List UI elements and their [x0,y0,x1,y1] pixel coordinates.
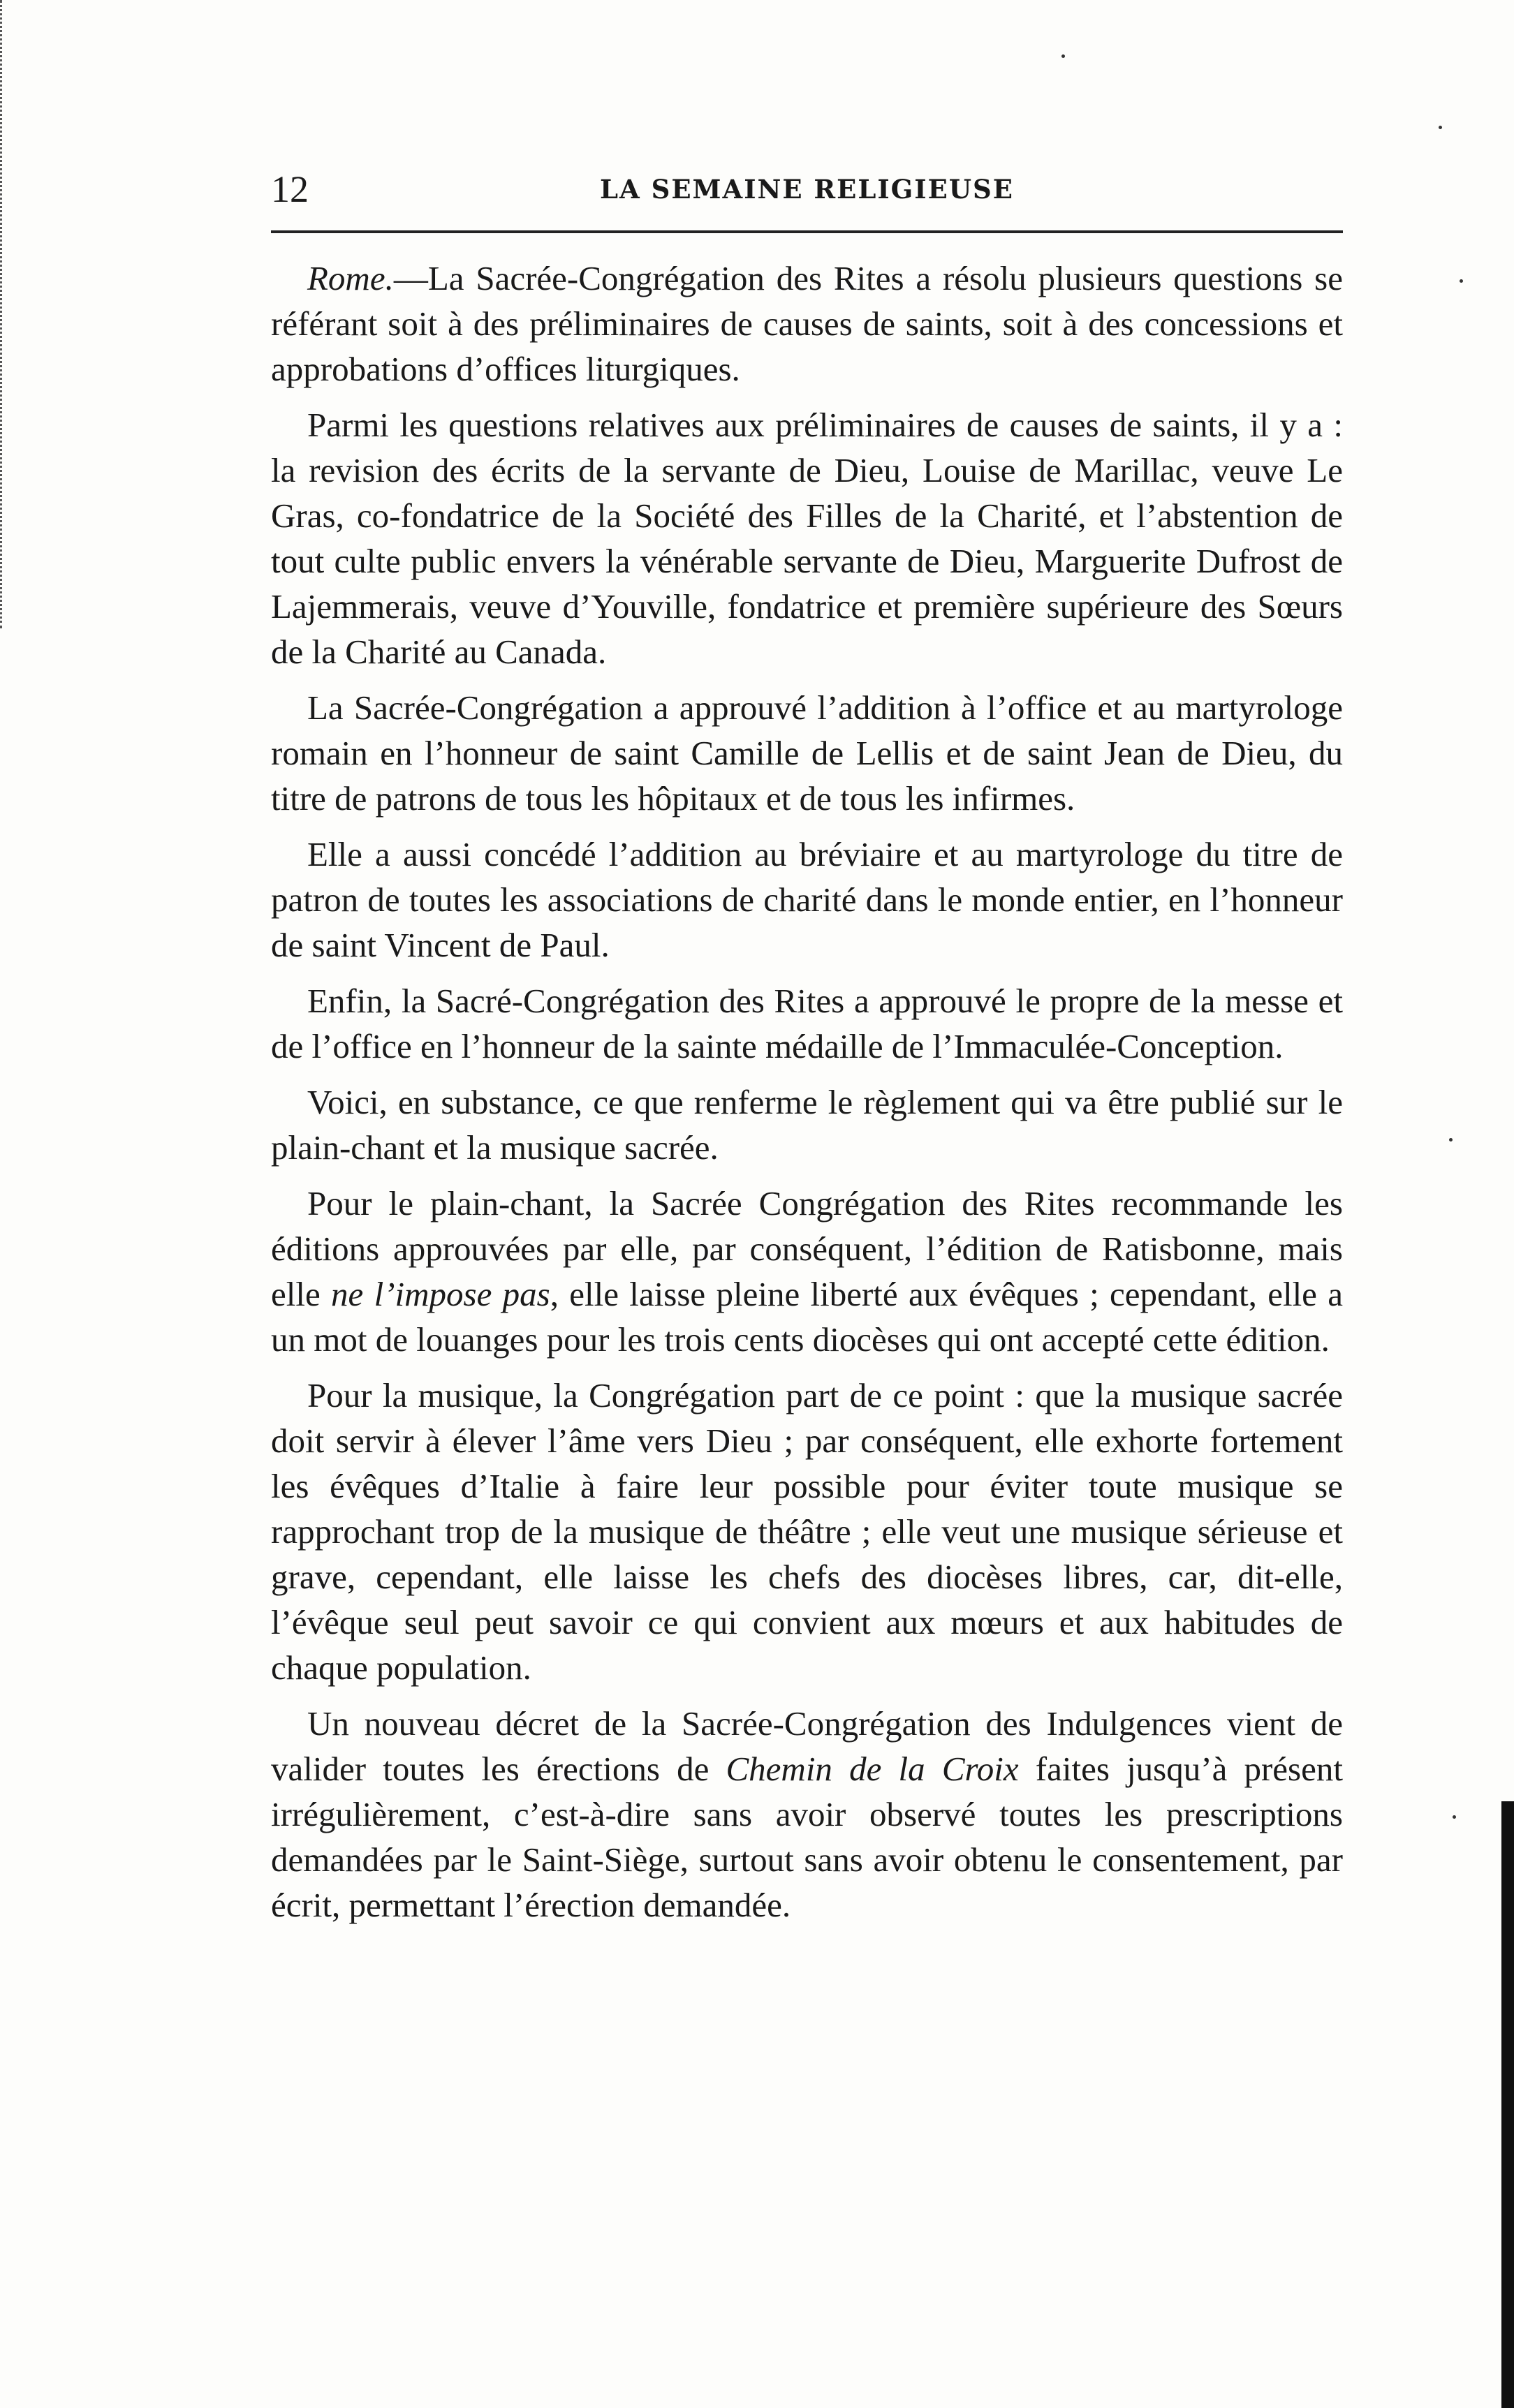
paragraph-questions: Parmi les questions relatives aux préliminaires de causes de saints, il y a : la revision des écrits de la servante de Dieu, Louise de Marillac, veuve Le Gras, co-fondatrice de la Société des Filles de la Charité, et l’abstention de tout culte public envers la vénérable servante de Dieu, Marguerite Dufrost de Lajemmerais, veuve d’Youville, fondatrice et première supérieure des Sœurs de la Charité au Canada. [271,406,1343,671]
paragraph-rome [271,256,1343,392]
paragraph-martyrologe: La Sacrée-Congrégation a approuvé l’addition à l’office et au martyrologe romain en l’honneur de saint Camille de Lellis et de saint Jean de Dieu, du titre de patrons de tous les hôpitaux et de tous les infirmes. [271,688,1343,818]
running-title: LA SEMAINE RELIGIEUSE [600,174,1014,205]
paragraph-breviaire: Elle a aussi concédé l’addition au bréviaire et au martyrologe du titre de patron de toutes les associations de charité dans le monde entier, en l’honneur de saint Vincent de Paul. [271,835,1343,964]
scan-edge-left [0,0,8,628]
paragraph-text: faites jusqu’à présent irrégulièrement, c’est-à-dire sans avoir observé toutes les prescriptions demandées par le Saint-Siège, surtout sans avoir obtenu le consentement, par écrit, permettant l’érection demandée. [271,1750,1343,1924]
run-in-heading: Rome. [307,259,394,297]
paragraph-text: , elle laisse pleine liberté aux évêques ; cependant, elle a un mot de louanges pour les trois cents diocèses qui ont accepté cette édition. [271,1275,1343,1359]
scan-speck [1453,1815,1456,1819]
header-rule [271,230,1343,233]
scan-speck [1460,279,1463,283]
paragraph-text: Un nouveau décret de la Sacrée-Congrégation des Indulgences vient de valider toutes les érections de [271,1704,1343,1788]
page-number: 12 [271,168,309,210]
paragraph-text: —La Sacrée-Congrégation des Rites a résolu plusieurs questions se référant soit à des préliminaires de causes de saints, soit à des concessions et approbations d’offices liturgiques. [271,259,1343,388]
scan-speck [1449,1138,1453,1142]
paragraph-reglement: Voici, en substance, ce que renferme le règlement qui va être publié sur le plain-chant et la musique sacrée. [271,1083,1343,1167]
italic-phrase: Chemin de la Croix [726,1750,1019,1788]
scan-speck [1439,126,1442,129]
italic-phrase: ne l’impose pas [331,1275,550,1313]
paragraph-medaille: Enfin, la Sacré-Congrégation des Rites a approuvé le propre de la messe et de l’office en l’honneur de la sainte médaille de l’Immaculée-Conception. [271,982,1343,1065]
paragraph-plain-chant [271,1181,1343,1362]
article-body [271,256,1343,1938]
paragraph-indulgences [271,1701,1343,1928]
paragraph-text: Pour le plain-chant, la Sacrée Congrégation des Rites recommande les éditions approuvées par elle, par conséquent, l’édition de Ratisbonne, mais elle [271,1184,1343,1313]
paragraph-musique: Pour la musique, la Congrégation part de ce point : que la musique sacrée doit servir à élever l’âme vers Dieu ; par conséquent, elle exhorte fortement les évêques d’Italie à faire leur possible pour éviter toute musique se rapprochant trop de la musique de théâtre ; elle veut une musique sérieuse et grave, cependant, elle laisse les chefs des diocèses libres, car, dit-elle, l’évêque seul peut savoir ce qui convient aux mœurs et aux habitudes de chaque population. [271,1376,1343,1687]
scan-edge-right [1501,1801,1514,2408]
scan-speck [1061,54,1065,58]
page-header [271,165,1343,214]
